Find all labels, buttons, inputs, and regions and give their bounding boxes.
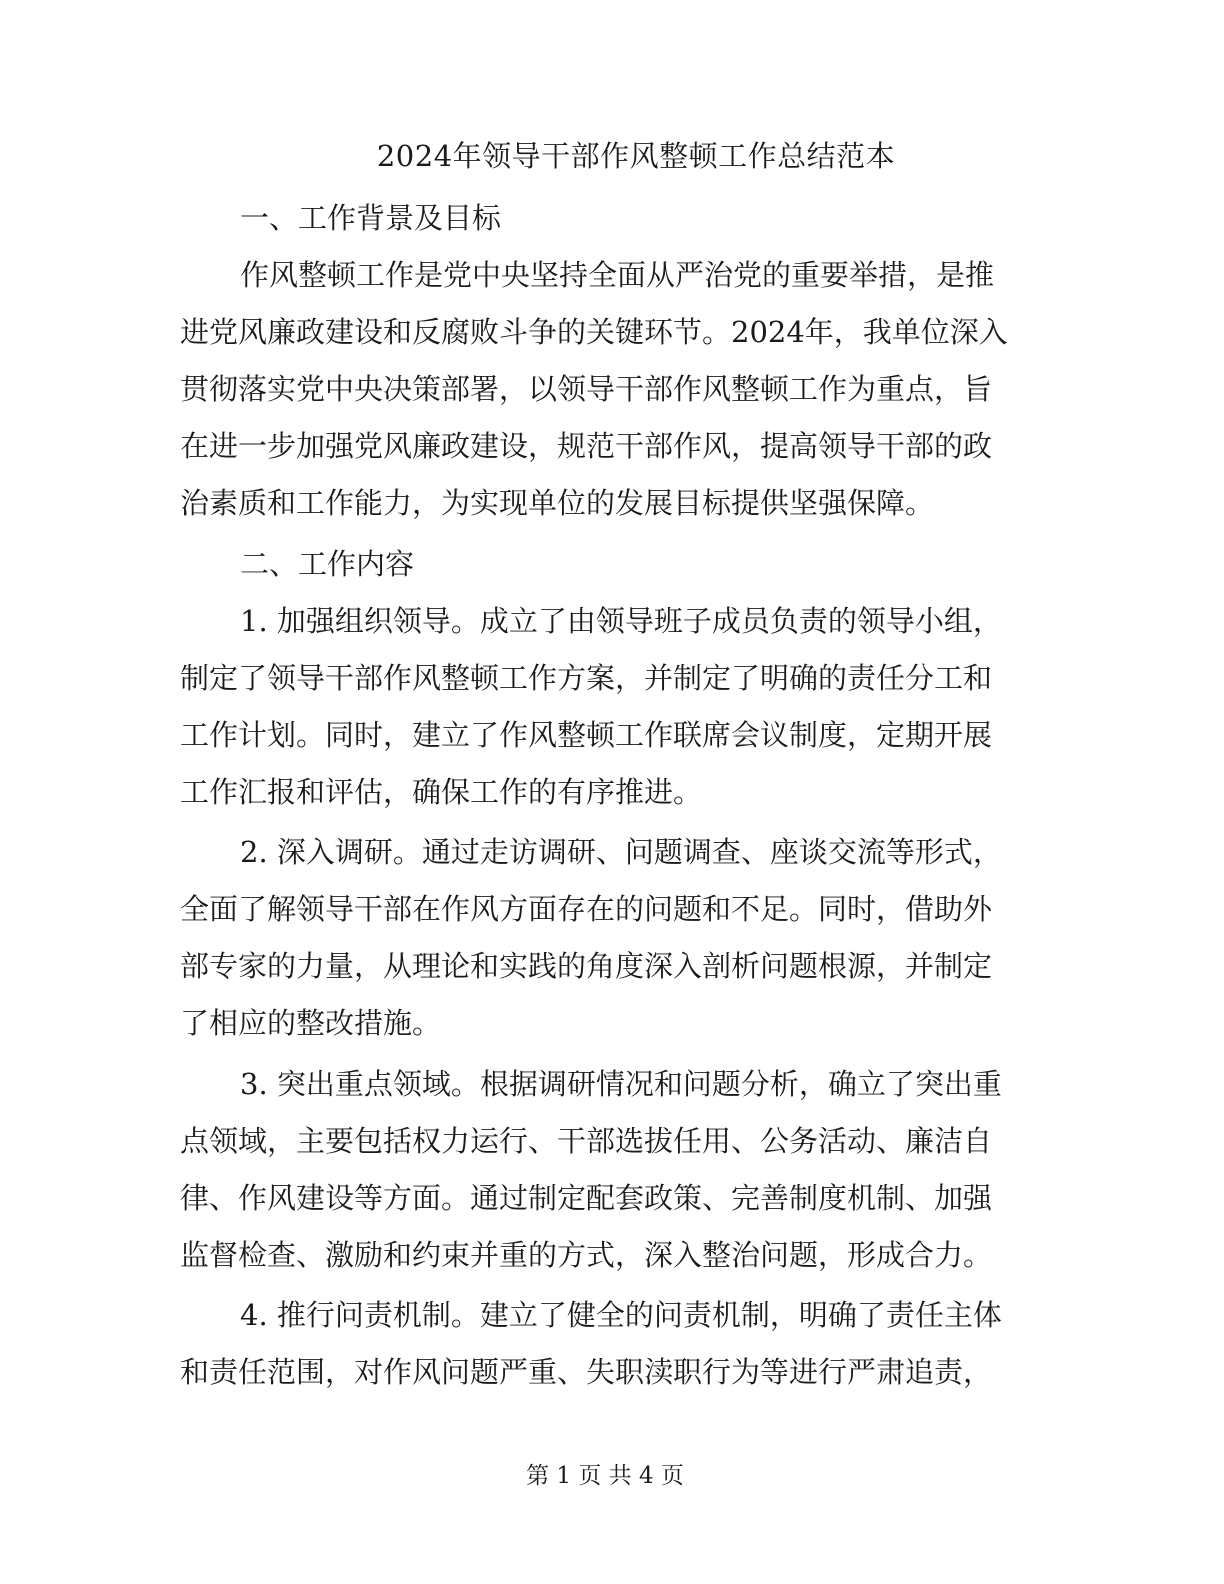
body-line: 工作计划。同时，建立了作风整顿工作联席会议制度，定期开展 bbox=[180, 718, 993, 752]
body-line: 监督检查、激励和约束并重的方式，深入整治问题，形成合力。 bbox=[180, 1238, 993, 1272]
body-line: 1. 加强组织领导。成立了由领导班子成员负责的领导小组， bbox=[240, 604, 1002, 638]
body-line: 工作汇报和评估，确保工作的有序推进。 bbox=[180, 775, 703, 809]
document-title: 2024年领导干部作风整顿工作总结范本 bbox=[376, 139, 896, 173]
body-line: 部专家的力量，从理论和实践的角度深入剖析问题根源，并制定 bbox=[180, 949, 993, 983]
body-line: 律、作风建设等方面。通过制定配套政策、完善制度机制、加强 bbox=[180, 1181, 993, 1215]
body-line: 2. 深入调研。通过走访调研、问题调查、座谈交流等形式， bbox=[240, 835, 1002, 869]
body-line: 进党风廉政建设和反腐败斗争的关键环节。2024年，我单位深入 bbox=[180, 315, 1008, 349]
page-number-footer: 第 1 页 共 4 页 bbox=[526, 1463, 684, 1489]
body-line: 了相应的整改措施。 bbox=[180, 1006, 442, 1040]
body-line: 点领域，主要包括权力运行、干部选拔任用、公务活动、廉洁自 bbox=[180, 1124, 993, 1158]
section-heading-content: 二、工作内容 bbox=[240, 547, 415, 581]
body-line: 全面了解领导干部在作风方面存在的问题和不足。同时，借助外 bbox=[180, 892, 993, 926]
body-line: 3. 突出重点领域。根据调研情况和问题分析，确立了突出重 bbox=[240, 1067, 1002, 1101]
body-line: 制定了领导干部作风整顿工作方案，并制定了明确的责任分工和 bbox=[180, 661, 993, 695]
body-line: 贯彻落实党中央决策部署，以领导干部作风整顿工作为重点，旨 bbox=[180, 372, 993, 406]
body-line: 治素质和工作能力，为实现单位的发展目标提供坚强保障。 bbox=[180, 486, 935, 520]
body-line: 4. 推行问责机制。建立了健全的问责机制，明确了责任主体 bbox=[240, 1298, 1002, 1332]
body-line: 和责任范围，对作风问题严重、失职渎职行为等进行严肃追责， bbox=[180, 1355, 993, 1389]
section-heading-background: 一、工作背景及目标 bbox=[240, 201, 502, 235]
body-line: 作风整顿工作是党中央坚持全面从严治党的重要举措，是推 bbox=[240, 258, 995, 292]
body-line: 在进一步加强党风廉政建设，规范干部作风，提高领导干部的政 bbox=[180, 429, 993, 463]
